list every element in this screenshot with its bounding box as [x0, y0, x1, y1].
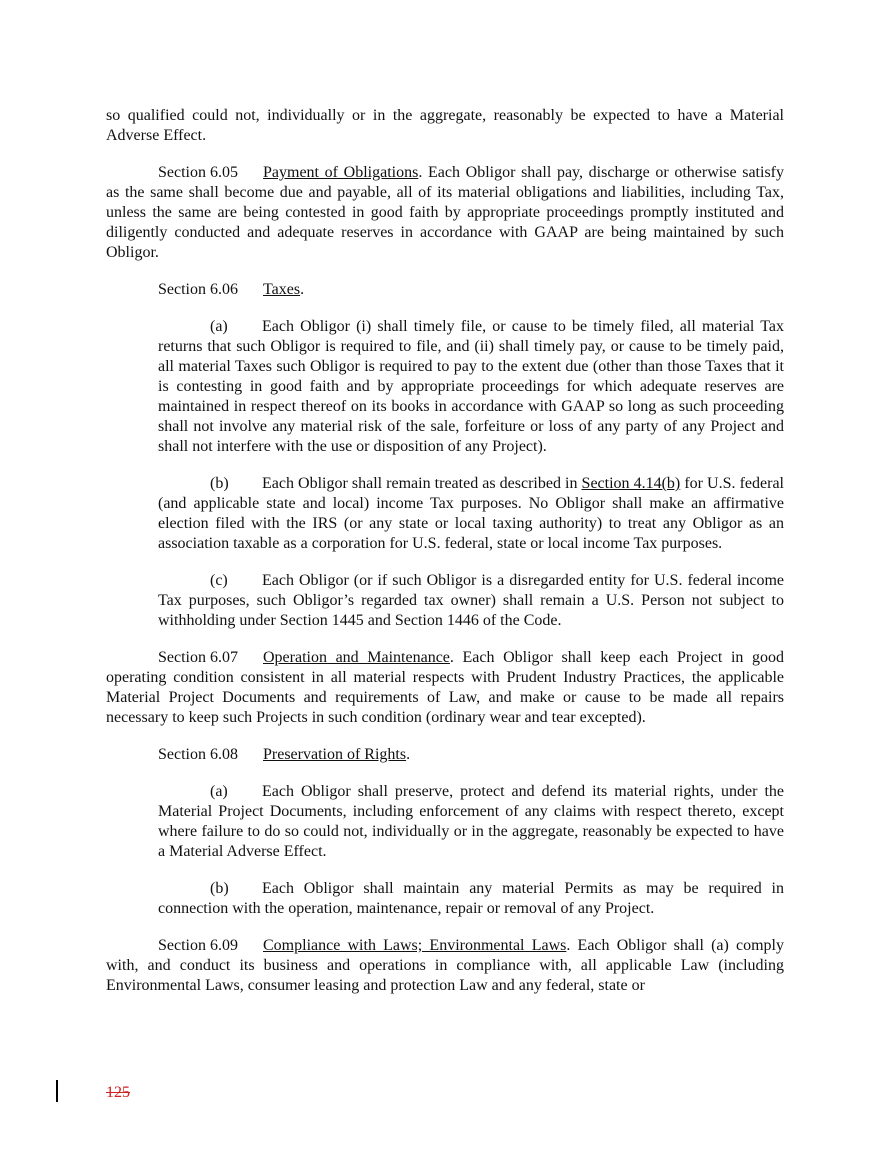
section-body: . Each Obligor shall (a) comply with, and conduct its business and operations in compliance with, all applicable Law (including Environmental Laws, consumer leasing and protection Law and any federal, state or: [106, 937, 785, 994]
section-6-09: [106, 936, 784, 996]
section-title: Preservation of Rights: [263, 746, 407, 763]
item-body: Each Obligor (or if such Obligor is a disregarded entity for U.S. federal income Tax purposes, such Obligor’s regarded tax owner) shall remain a U.S. Person not subject to withholding under Section 1445 and Section 1446 of the Code.: [158, 572, 784, 629]
section-body: . Each Obligor shall pay, discharge or otherwise satisfy as the same shall become due and payable, all of its material obligations and liabilities, including Tax, unless the same are being contested in good faith by appropriate proceedings promptly instituted and diligently conducted and adequate reserves in accordance with GAAP are being maintained by such Obligor.: [106, 164, 785, 261]
item-body: Each Obligor (i) shall timely file, or cause to be timely filed, all material Tax returns that such Obligor is required to file, and (ii) shall timely pay, or cause to be timely paid, all material Taxes such Obligor is required to pay to the extent due (other than those Taxes that it is contesting in good faith and by appropriate proceedings for which adequate reserves are maintained in respect thereof on its books in accordance with GAAP so long as such proceeding shall not involve any material risk of the sale, forfeiture or loss of any party of any Project and shall not interfere with the use or disposition of any Project).: [158, 318, 784, 455]
section-6-08-b: [158, 879, 784, 919]
section-title: Compliance with Laws; Environmental Laws: [263, 937, 567, 954]
section-number: Section 6.06: [158, 281, 238, 298]
section-title: Payment of Obligations: [263, 164, 419, 181]
section-title: Taxes: [263, 281, 301, 298]
item-label: (a): [210, 783, 228, 800]
section-number: Section 6.07: [158, 649, 238, 666]
section-6-08-heading: [106, 745, 784, 765]
section-6-06-heading: [106, 280, 784, 300]
revision-change-bar: [56, 1080, 58, 1102]
section-6-06-b: [158, 474, 784, 554]
section-number: Section 6.09: [158, 937, 238, 954]
section-title-period: .: [300, 281, 305, 298]
page-number: 125: [106, 1084, 130, 1101]
section-number: Section 6.05: [158, 164, 238, 181]
item-label: (b): [210, 475, 229, 492]
section-6-05: [106, 163, 784, 263]
cross-reference-link[interactable]: Section 4.14(b): [581, 475, 681, 492]
continuation-paragraph: so qualified could not, individually or in the aggregate, reasonably be expected to have a Material Adverse Effect.: [106, 107, 784, 144]
section-6-08-a: [158, 782, 784, 862]
item-body: Each Obligor shall maintain any material Permits as may be required in connection with the operation, maintenance, repair or removal of any Project.: [158, 880, 784, 917]
item-body: Each Obligor shall preserve, protect and defend its material rights, under the Material Project Documents, including enforcement of any claims with respect thereto, except where failure to do so could not, individually or in the aggregate, reasonably be expected to have a Material Adverse Effect.: [158, 783, 784, 860]
section-number: Section 6.08: [158, 746, 238, 763]
item-body-start: Each Obligor shall remain treated as described in: [262, 475, 582, 492]
item-label: (c): [210, 572, 228, 589]
section-6-06-a: [158, 317, 784, 457]
section-title: Operation and Maintenance: [263, 649, 450, 666]
item-label: (b): [210, 880, 229, 897]
item-body-end: for U.S. federal (and applicable state and local) income Tax purposes. No Obligor shall make an affirmative election filed with the IRS (or any state or local taxing authority) to treat any Obligor as an association taxable as a corporation for U.S. federal, state or local income Tax purposes.: [158, 475, 784, 552]
section-6-06-c: [158, 571, 784, 631]
document-page: [106, 106, 784, 1013]
section-6-07: [106, 648, 784, 728]
section-body: . Each Obligor shall keep each Project in good operating condition consistent in all material respects with Prudent Industry Practices, the applicable Material Project Documents and requirements of Law, and make or cause to be made all repairs necessary to keep such Projects in such condition (ordinary wear and tear excepted).: [106, 649, 785, 726]
section-title-period: .: [406, 746, 411, 763]
item-label: (a): [210, 318, 228, 335]
